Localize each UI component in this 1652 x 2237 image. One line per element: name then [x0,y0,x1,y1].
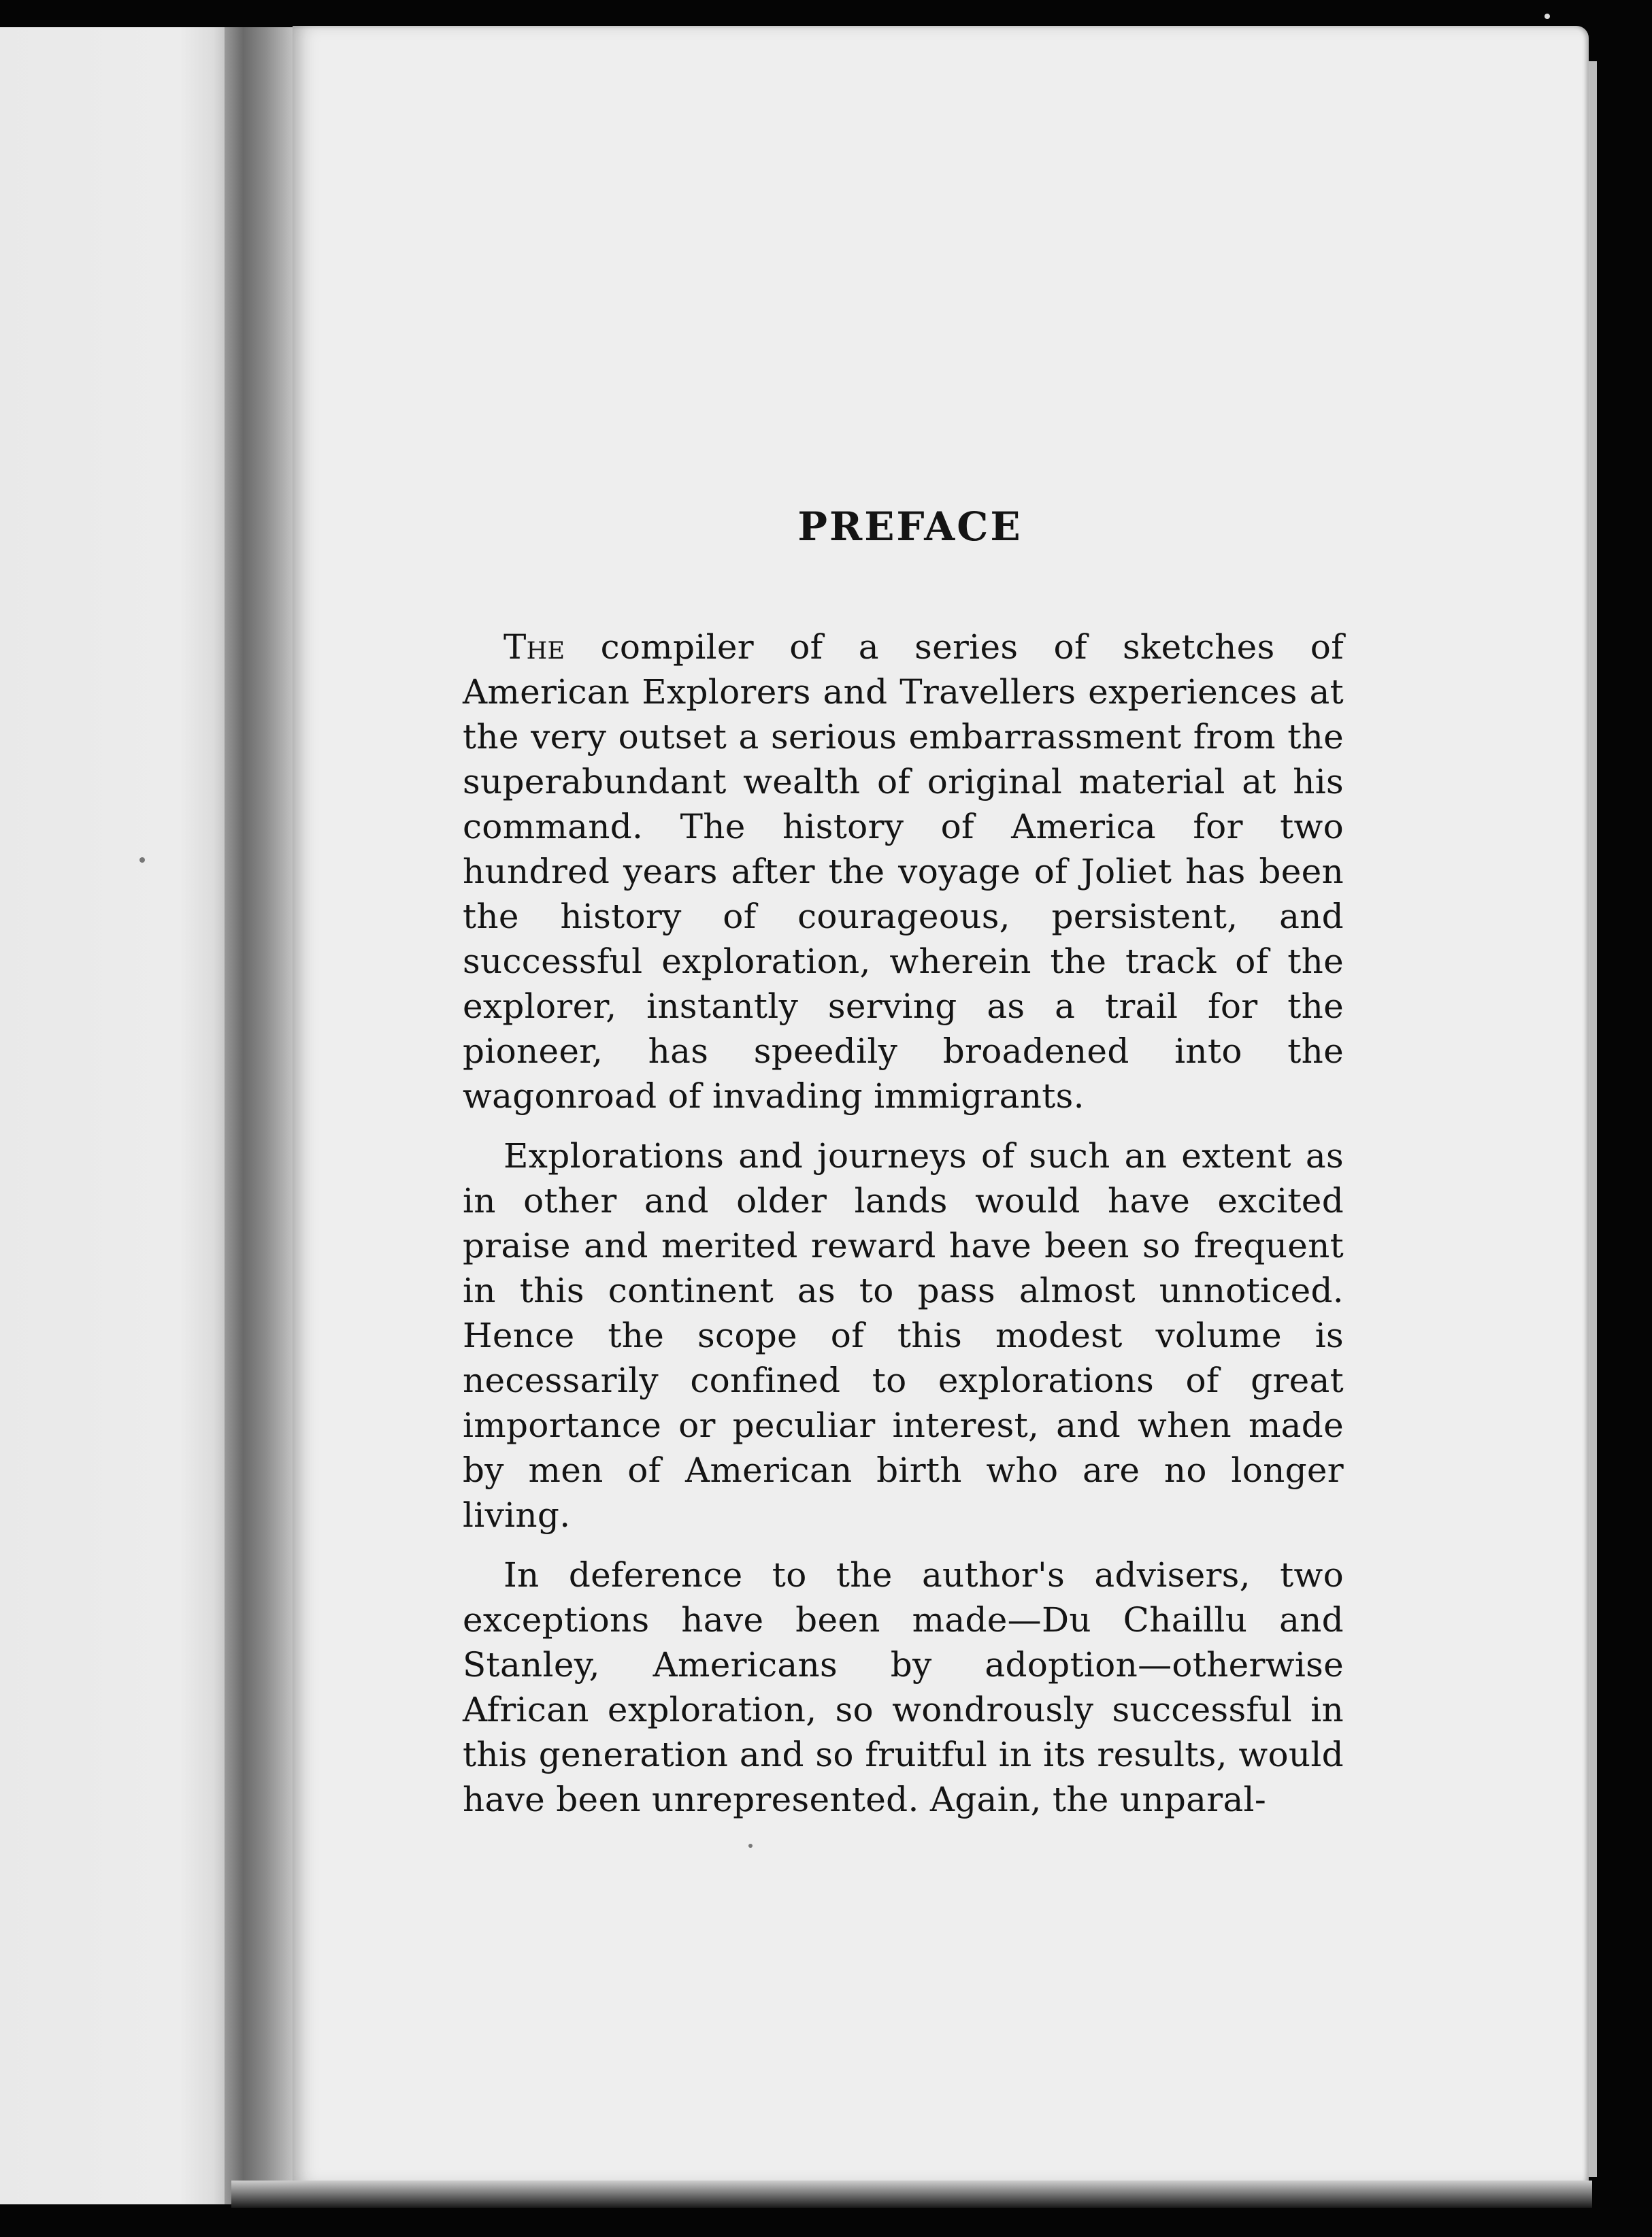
book-gutter [225,27,299,2204]
dust-speck [139,857,145,863]
paragraph-lead: The [503,627,565,667]
page-edge [1589,61,1597,2177]
bottom-shadow [231,2181,1592,2208]
left-page [0,27,225,2204]
page-title: PREFACE [797,503,1023,550]
paragraph-3 [463,1553,1344,1822]
paragraph-1 [463,625,1344,1118]
preface-content [463,503,1344,1837]
paragraph-2 [463,1133,1344,1538]
dust-speck [748,1844,753,1848]
paragraph-text: Explorations and journeys of such an extent as in other and older lands would have excited praise and merited reward have been so frequent in this continent as to pass almost unnoticed. Hence the scope of this modest volume is necessarily confined to explorations of great importance or peculiar interest, and when made by men of American birth who are no longer living. [463,1136,1344,1535]
paragraph-text: In deference to the author's advisers, two exceptions have been made—Du Chaillu and Stanley, Americans by adoption—otherwise African exploration, so wondrously successful in this generation and so fruitful in its results, would have been unrepresented. Again, the unparal- [463,1555,1344,1819]
dust-speck [1544,14,1550,19]
paragraph-text: compiler of a series of sketches of American Explorers and Travellers experiences at the very outset a serious embarrassment from the superabundant wealth of original material at his command. The history of America for two hundred years after the voyage of Joliet has been the history of courageous, persistent, and successful exploration, wherein the track of the explorer, instantly serving as a trail for the pioneer, has speedily broadened into the wagonroad of invading immigrants. [463,627,1344,1116]
